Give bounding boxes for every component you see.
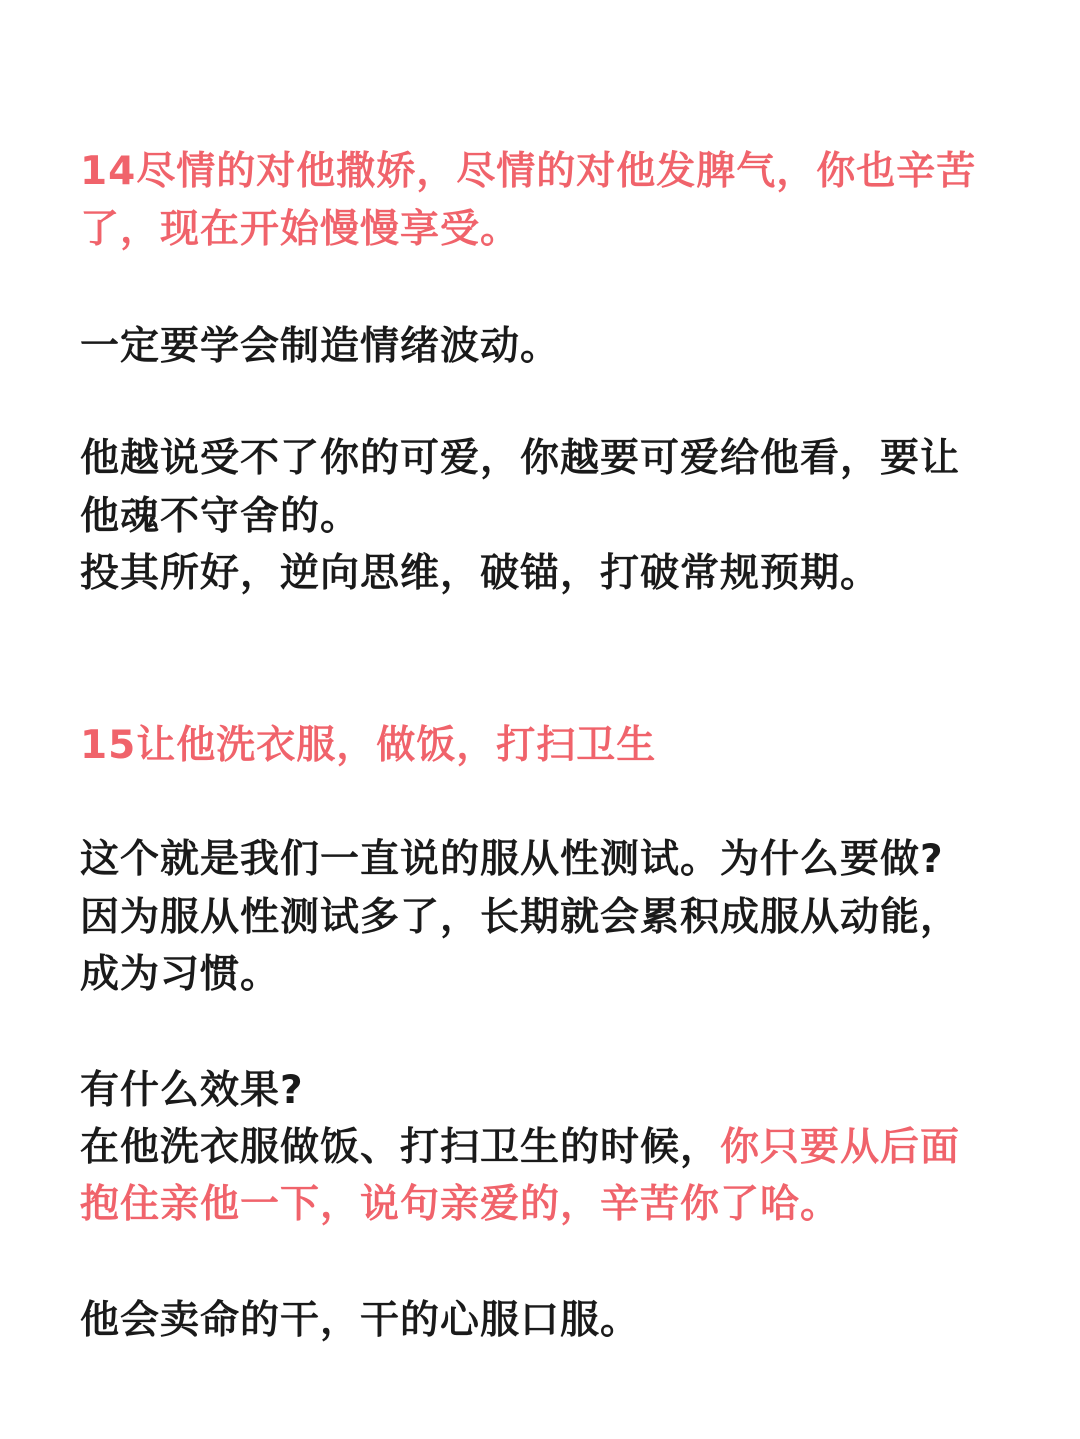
section-15-heading: 15让他洗衣服，做饭，打扫卫生 [80, 723, 657, 768]
section-14-paragraph-2-line-2: 他魂不守舍的。 [80, 494, 361, 539]
section-15-paragraph-2-plain-text: 在他洗衣服做饭、打扫卫生的时候， [80, 1125, 721, 1170]
section-14-paragraph-1: 一定要学会制造情绪波动。 [80, 324, 561, 369]
section-15-paragraph-3: 他会卖命的干，干的心服口服。 [80, 1298, 641, 1343]
section-15-paragraph-2-highlight-text: 你只要从后面 [720, 1125, 961, 1170]
section-14-heading-line-2: 了，现在开始慢慢享受。 [80, 207, 521, 252]
section-15-paragraph-1-line-2: 因为服从性测试多了，长期就会累积成服从动能， [80, 895, 961, 940]
section-15-paragraph-1-line-1: 这个就是我们一直说的服从性测试。为什么要做? [80, 837, 944, 882]
section-14-paragraph-2-line-1: 他越说受不了你的可爱，你越要可爱给他看，要让 [80, 436, 961, 481]
section-14-heading-line-1: 14尽情的对他撒娇，尽情的对他发脾气，你也辛苦 [80, 149, 977, 194]
section-15-paragraph-1-line-3: 成为习惯。 [80, 952, 281, 997]
section-15-paragraph-2-line-3: 抱住亲他一下，说句亲爱的，辛苦你了哈。 [80, 1182, 841, 1227]
section-14-paragraph-3: 投其所好，逆向思维，破锚，打破常规预期。 [80, 551, 881, 596]
section-15-paragraph-2-line-2 [80, 1119, 960, 1177]
section-15-paragraph-2-line-1: 有什么效果? [80, 1068, 304, 1113]
